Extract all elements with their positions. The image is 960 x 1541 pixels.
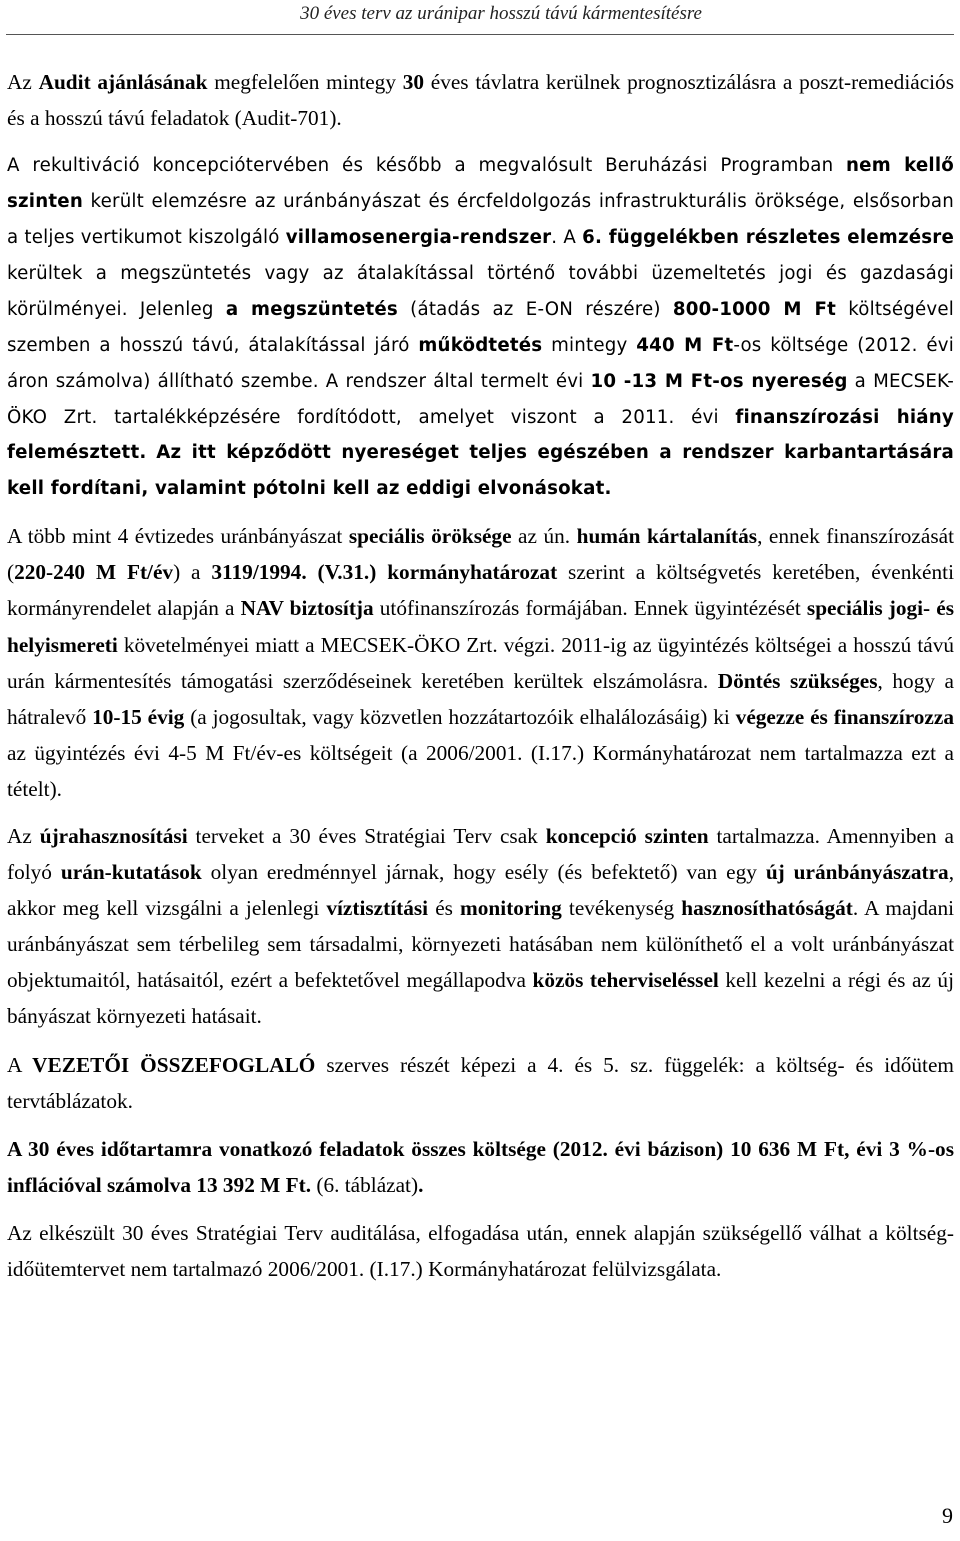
text-run: olyan eredménnyel járnak, hogy esély (és befektető) van egy — [201, 860, 766, 885]
text-run: az ún. — [511, 524, 577, 549]
text-run: (átadás az E-ON részére) — [397, 298, 673, 320]
bold-text-run: koncepció szinten — [545, 824, 709, 848]
text-run: szerint a költségvetés keretében, évenkénti kormányrendelet alapján a — [7, 560, 954, 621]
text-run: , ennek finanszírozását ( — [7, 524, 954, 585]
text-run: szerves részét képezi a 4. és 5. sz. függelék: a költség- és időütem tervtáblázatok. — [7, 1052, 954, 1113]
bold-text-run: humán kártalanítás — [576, 524, 758, 549]
bold-text-run: Audit ajánlásának — [38, 70, 208, 94]
bold-text-run: Döntés szükséges — [717, 668, 878, 693]
text-run: Jelenleg — [139, 298, 226, 320]
bold-text-run: NAV biztosítja — [240, 596, 374, 621]
bold-text-run: 30 — [402, 70, 425, 94]
bold-text-run: a megszüntetés — [225, 298, 398, 320]
bold-text-run: hasznosíthatóságát — [681, 896, 853, 921]
text-run: kell kezelni a régi és az új bányászat környezeti hatásait. — [7, 968, 954, 1029]
bold-text-run: speciális öröksége — [348, 524, 512, 549]
bold-text-run: új uránbányászatra — [765, 860, 949, 885]
text-run: került elemzésre az uránbányászat és ércfeldolgozás infrastrukturális öröksége, elsősorban a teljes vertikumot kiszolgáló — [7, 191, 954, 248]
bold-text-run: VEZETŐI ÖSSZEFOGLALÓ — [32, 1052, 316, 1077]
text-run: A több mint 4 évtizedes uránbányászat — [7, 524, 349, 549]
bold-text-run: 10-15 évig — [92, 704, 185, 729]
bold-text-run: 800-1000 M Ft — [672, 298, 836, 320]
bold-text-run: A 30 éves időtartamra vonatkozó feladatok összes költsége (2012. évi bázison) 10 636 M Ft, évi 3 %-os inflációval számolva 13 392 M Ft. — [7, 1136, 954, 1197]
text-run: . A — [551, 227, 583, 248]
bold-text-run: 440 M Ft — [636, 334, 734, 356]
text-run: és — [428, 896, 461, 921]
header-rule — [6, 34, 954, 35]
text-run: A — [7, 1052, 33, 1077]
text-run: . A majdani uránbányászat sem térbelileg sem társadalmi, környezeti hatásában nem különíthető el a volt uránbányászat objektumaitól, hatásaitól, ezért a befektetővel megállapodva — [7, 896, 955, 993]
text-run: ) a — [173, 560, 212, 585]
document-body — [7, 64, 954, 1287]
text-run: A rekultiváció koncepciótervében és később a megvalósult Beruházási Programban — [7, 155, 847, 177]
text-run: megfelelően mintegy — [207, 70, 403, 94]
bold-text-run: újrahasznosítási — [39, 824, 188, 848]
bold-text-run: finanszírozási hiány felemésztett. — [7, 406, 954, 464]
text-run: -os költsége (2012. évi áron számolva) állítható szembe. A rendszer által termelt évi — [7, 334, 955, 392]
text-run: az ügyintézés évi 4-5 M Ft/év-es költségeit (a 2006/2001. (I.17.) Kormányhatározat nem tartalmazza ezt a tételt). — [7, 740, 954, 801]
bold-text-run: 3119/1994. (V.31.) kormányhatározat — [211, 560, 558, 585]
bold-text-run: 220-240 M Ft/év — [14, 560, 174, 585]
bold-text-run: 10 -13 M Ft-os nyereség — [590, 370, 848, 392]
text-run: terveket a 30 éves Stratégiai Terv csak — [187, 824, 546, 848]
bold-text-run: monitoring — [460, 896, 562, 921]
paragraph-2 — [7, 148, 954, 507]
text-run: tartalmazza. Amennyiben a folyó — [7, 824, 954, 885]
text-run: mintegy — [542, 334, 637, 356]
bold-text-run: . — [418, 1172, 424, 1197]
paragraph-7 — [7, 1215, 954, 1287]
text-run: Az — [7, 70, 39, 94]
text-run: költségével szemben a hosszú távú, átalakítással járó — [7, 298, 954, 356]
page-number: 9 — [942, 1503, 953, 1528]
bold-text-run: közös teherviseléssel — [532, 968, 719, 993]
paragraph-4 — [7, 818, 954, 1035]
text-run: éves távlatra kerülnek prognosztizálásra a poszt-remediációs és a hosszú távú feladatok (Audit-701). — [7, 70, 954, 131]
text-run — [146, 442, 156, 463]
text-run: (6. táblázat) — [311, 1172, 419, 1197]
bold-text-run: speciális jogi- és helyismereti — [7, 596, 955, 657]
bold-text-run: 6. függelékben részletes elemzésre — [582, 227, 955, 248]
bold-text-run: Az itt képződött nyereséget teljes egészében a rendszer karbantartására kell fordítani, valamint pótolni kell az eddigi elvonásokat. — [7, 442, 955, 500]
bold-text-run: villamosenergia-rendszer — [285, 227, 552, 248]
text-run: , akkor meg kell vizsgálni a jelenlegi — [7, 860, 955, 921]
text-run: Az elkészült 30 éves Stratégiai Terv auditálása, elfogadása után, ennek alapján szükségellő válhat a költség- időütemtervet nem tartalmazó 2006/2001. (I.17.) Kormányhatározat felülvizsgálata. — [7, 1220, 954, 1282]
bold-text-run: nem kellő szinten — [7, 155, 954, 213]
text-run: követelményei miatt a MECSEK-ÖKO Zrt. végzi. 2011-ig az ügyintézés költségei a hosszú távú urán kármentesítés támogatási szerződéseinek keretében kerültek elszámolásra. — [7, 632, 954, 693]
paragraph-6 — [7, 1131, 954, 1203]
paragraph-1 — [7, 64, 954, 136]
text-run: tevékenység — [561, 896, 682, 921]
bold-text-run: urán-kutatások — [60, 860, 202, 885]
bold-text-run: végezze és finanszírozza — [735, 704, 954, 729]
paragraph-5 — [7, 1047, 954, 1119]
text-run: utófinanszírozás formájában. Ennek ügyintézését — [373, 596, 807, 621]
text-run: (a jogosultak, vagy közvetlen hozzátartozóik elhalálozásáig) ki — [184, 704, 736, 729]
text-run: , hogy a hátralevő — [7, 668, 955, 729]
bold-text-run: működtetés — [418, 334, 543, 356]
text-run: a MECSEK-ÖKO Zrt. tartalékképzésére fordítódott, amelyet viszont a 2011. évi — [7, 370, 954, 428]
paragraph-3 — [7, 518, 954, 807]
bold-text-run: víztisztítási — [326, 896, 429, 921]
text-run: kerültek a megszüntetés vagy az átalakítással történő további üzemeltetés jogi és gazdasági körülményei. — [7, 262, 954, 320]
page-header — [0, 0, 960, 40]
header-title: 30 éves terv az uránipar hosszú távú kármentesítésre — [300, 3, 702, 24]
text-run: Az — [7, 824, 40, 848]
